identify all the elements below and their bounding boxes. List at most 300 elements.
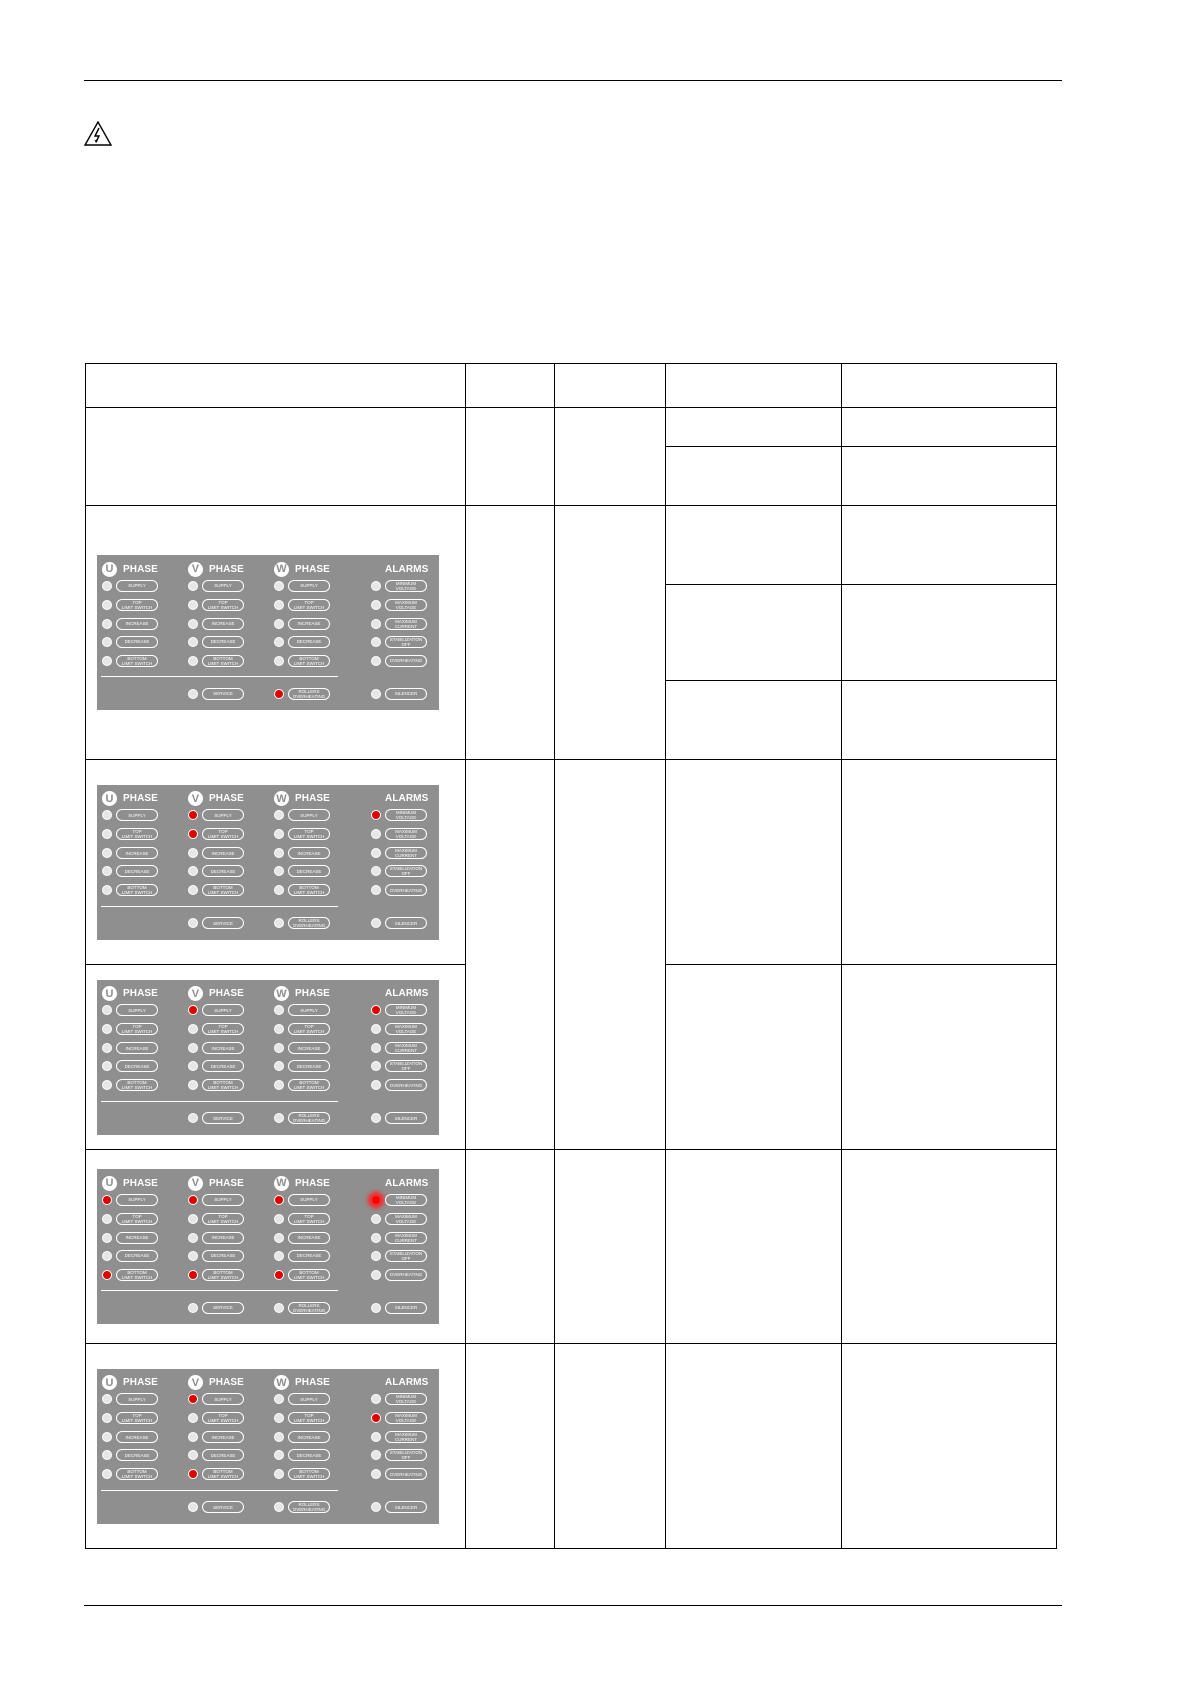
indicator-decrease: [188, 1059, 244, 1074]
indicator-led: [188, 689, 198, 699]
bottom-limit-label: BOTTOM LIMIT SWITCH: [202, 1468, 244, 1480]
alarm-max-current: [371, 1430, 427, 1445]
indicator-led: [274, 1005, 284, 1015]
indicator-led: [102, 581, 112, 591]
indicator-service: [188, 1500, 244, 1515]
header-cell: [842, 364, 1057, 408]
phase-header: [274, 1175, 330, 1191]
indicator-led: [188, 918, 198, 928]
bottom-limit-label: BOTTOM LIMIT SWITCH: [202, 1269, 244, 1281]
phase-letter-v: V: [188, 562, 203, 577]
bottom-limit-label: BOTTOM LIMIT SWITCH: [116, 1468, 158, 1480]
indicator-decrease: [102, 864, 158, 879]
increase-label: INCREASE: [202, 847, 244, 859]
bottom-limit-label: BOTTOM LIMIT SWITCH: [116, 1079, 158, 1091]
supply-label: SUPPLY: [202, 809, 244, 821]
indicator-led: [102, 656, 112, 666]
silencer-label: SILENCER: [385, 917, 427, 929]
indicator-increase: [274, 1041, 330, 1056]
alarm-max-voltage: [371, 1211, 427, 1226]
indicator-led: [371, 1005, 381, 1015]
overheating-label: OVERHEATING: [385, 655, 427, 667]
alarm-max-voltage: [371, 1411, 427, 1426]
indicator-led: [188, 1005, 198, 1015]
indicator-led: [274, 619, 284, 629]
table-cell: [555, 408, 666, 506]
indicator-decrease: [188, 1448, 244, 1463]
alarm-max-voltage: [371, 827, 427, 842]
decrease-label: DECREASE: [116, 1250, 158, 1262]
phase-letter-w: W: [274, 1375, 289, 1390]
indicator-led: [371, 848, 381, 858]
indicator-bottom-limit: [188, 1267, 244, 1282]
indicator-led: [274, 1432, 284, 1442]
phase-letter-u: U: [102, 1375, 117, 1390]
indicator-led: [102, 810, 112, 820]
supply-label: SUPPLY: [116, 1194, 158, 1206]
header-rule: [84, 80, 1062, 81]
alarm-stabilization: [371, 864, 427, 879]
indicator-decrease: [274, 634, 330, 649]
indicator-led: [274, 581, 284, 591]
indicator-led: [102, 637, 112, 647]
indicator-supply: [188, 1392, 244, 1407]
indicator-led: [102, 1214, 112, 1224]
indicator-led: [274, 1061, 284, 1071]
indicator-led: [274, 1394, 284, 1404]
indicator-led: [102, 1450, 112, 1460]
max-current-label: MAXIMUM CURRENT: [385, 1042, 427, 1054]
top-limit-label: TOP LIMIT SWITCH: [202, 1023, 244, 1035]
indicator-led: [274, 1024, 284, 1034]
panel-3: [97, 980, 439, 1135]
phase-header: [188, 1175, 244, 1191]
table-cell: [555, 506, 666, 760]
indicator-led: [371, 1043, 381, 1053]
indicator-increase: [188, 1041, 244, 1056]
indicator-led: [371, 1432, 381, 1442]
max-current-label: MAXIMUM CURRENT: [385, 847, 427, 859]
indicator-led: [102, 1251, 112, 1261]
increase-label: INCREASE: [116, 1042, 158, 1054]
indicator-led: [274, 918, 284, 928]
panel-1: [97, 555, 439, 710]
increase-label: INCREASE: [202, 1232, 244, 1244]
troubleshooting-table: [85, 363, 1057, 1549]
indicator-increase: [274, 616, 330, 631]
indicator-increase: [188, 1230, 244, 1245]
indicator-led: [274, 1195, 284, 1205]
phase-letter-v: V: [188, 791, 203, 806]
table-header-row: [86, 364, 1057, 408]
table-cell: [842, 1150, 1057, 1344]
indicator-supply: [188, 578, 244, 593]
indicator-supply: [102, 1003, 158, 1018]
indicator-led: [371, 885, 381, 895]
supply-label: SUPPLY: [202, 1393, 244, 1405]
footer-rule: [84, 1605, 1062, 1606]
rollers-label: ROLLERS OVERHEATING: [288, 1302, 330, 1314]
alarm-overheating: [371, 1078, 427, 1093]
indicator-top-limit: [188, 1211, 244, 1226]
indicator-led: [371, 829, 381, 839]
supply-label: SUPPLY: [288, 809, 330, 821]
indicator-led: [274, 637, 284, 647]
high-voltage-warning-icon: [84, 121, 112, 146]
rollers-label: ROLLERS OVERHEATING: [288, 1112, 330, 1124]
alarm-overheating: [371, 883, 427, 898]
phase-title: PHASE: [295, 563, 330, 575]
indicator-supply: [102, 1392, 158, 1407]
table-row: [86, 408, 1057, 447]
service-label: SERVICE: [202, 688, 244, 700]
alarm-min-voltage: [371, 1192, 427, 1207]
indicator-supply: [102, 578, 158, 593]
indicator-bottom-limit: [188, 653, 244, 668]
alarm-max-current: [371, 1230, 427, 1245]
table-row: [86, 506, 1057, 585]
indicator-led: [102, 1233, 112, 1243]
indicator-led: [274, 1113, 284, 1123]
decrease-label: DECREASE: [288, 1449, 330, 1461]
indicator-bottom-limit: [274, 1267, 330, 1282]
indicator-decrease: [274, 1448, 330, 1463]
indicator-led: [102, 1024, 112, 1034]
indicator-led: [188, 1450, 198, 1460]
overheating-label: OVERHEATING: [385, 1079, 427, 1091]
indicator-led: [274, 1502, 284, 1512]
indicator-top-limit: [188, 1411, 244, 1426]
top-limit-label: TOP LIMIT SWITCH: [116, 599, 158, 611]
indicator-supply: [274, 808, 330, 823]
header-cell: [86, 364, 466, 408]
indicator-bottom-limit: [274, 883, 330, 898]
phase-letter-v: V: [188, 1375, 203, 1390]
indicator-top-limit: [274, 597, 330, 612]
bottom-limit-label: BOTTOM LIMIT SWITCH: [288, 884, 330, 896]
decrease-label: DECREASE: [202, 1449, 244, 1461]
indicator-bottom-limit: [188, 1467, 244, 1482]
indicator-led: [371, 689, 381, 699]
indicator-increase: [274, 1230, 330, 1245]
service-label: SERVICE: [202, 917, 244, 929]
alarm-max-voltage: [371, 597, 427, 612]
header-cell: [666, 364, 842, 408]
indicator-bottom-limit: [102, 653, 158, 668]
indicator-led: [188, 885, 198, 895]
panel-cell: [86, 965, 466, 1150]
table-cell: [666, 760, 842, 965]
indicator-top-limit: [188, 597, 244, 612]
indicator-led: [371, 1080, 381, 1090]
phase-header: [188, 791, 244, 807]
bottom-limit-label: BOTTOM LIMIT SWITCH: [288, 655, 330, 667]
max-voltage-label: MAXIMUM VOLTAGE: [385, 599, 427, 611]
table-cell: [666, 1150, 842, 1344]
indicator-bottom-limit: [102, 1267, 158, 1282]
top-limit-label: TOP LIMIT SWITCH: [202, 599, 244, 611]
phase-header: [102, 561, 158, 577]
indicator-led: [371, 1024, 381, 1034]
indicator-led: [371, 1061, 381, 1071]
supply-label: SUPPLY: [288, 1393, 330, 1405]
phase-letter-v: V: [188, 1176, 203, 1191]
decrease-label: DECREASE: [202, 636, 244, 648]
indicator-top-limit: [102, 1411, 158, 1426]
indicator-top-limit: [102, 827, 158, 842]
indicator-decrease: [188, 864, 244, 879]
header-cell: [466, 364, 555, 408]
increase-label: INCREASE: [202, 618, 244, 630]
indicator-led: [274, 1233, 284, 1243]
indicator-top-limit: [188, 1022, 244, 1037]
panel-separator: [101, 1101, 338, 1102]
table-cell: [666, 585, 842, 681]
indicator-top-limit: [274, 827, 330, 842]
indicator-led: [274, 829, 284, 839]
indicator-led: [371, 866, 381, 876]
table-cell: [86, 408, 466, 506]
table-cell: [666, 1344, 842, 1549]
top-limit-label: TOP LIMIT SWITCH: [202, 1213, 244, 1225]
phase-header: [274, 986, 330, 1002]
alarm-stabilization: [371, 1059, 427, 1074]
alarm-min-voltage: [371, 1392, 427, 1407]
supply-label: SUPPLY: [288, 1194, 330, 1206]
bottom-limit-label: BOTTOM LIMIT SWITCH: [116, 884, 158, 896]
table-cell: [842, 585, 1057, 681]
indicator-supply: [274, 1192, 330, 1207]
indicator-led: [274, 1450, 284, 1460]
indicator-led: [371, 1413, 381, 1423]
table-row: [86, 1344, 1057, 1549]
indicator-bottom-limit: [102, 883, 158, 898]
indicator-decrease: [102, 1248, 158, 1263]
table-cell: [666, 681, 842, 760]
indicator-led: [188, 1502, 198, 1512]
panel-5: [97, 1369, 439, 1524]
table-cell: [842, 506, 1057, 585]
phase-title: PHASE: [209, 563, 244, 575]
panel-cell: [86, 506, 466, 760]
indicator-rollers: [274, 1111, 330, 1126]
min-voltage-label: MINIMUM VOLTAGE: [385, 580, 427, 592]
max-current-label: MAXIMUM CURRENT: [385, 1232, 427, 1244]
indicator-led: [274, 1251, 284, 1261]
alarm-overheating: [371, 1267, 427, 1282]
supply-label: SUPPLY: [116, 809, 158, 821]
table-cell: [842, 681, 1057, 760]
supply-label: SUPPLY: [116, 580, 158, 592]
rollers-label: ROLLERS OVERHEATING: [288, 1501, 330, 1513]
indicator-bottom-limit: [102, 1078, 158, 1093]
indicator-service: [188, 916, 244, 931]
bottom-limit-label: BOTTOM LIMIT SWITCH: [288, 1468, 330, 1480]
indicator-led: [102, 1195, 112, 1205]
indicator-top-limit: [102, 1022, 158, 1037]
alarm-stabilization: [371, 634, 427, 649]
bottom-limit-label: BOTTOM LIMIT SWITCH: [288, 1079, 330, 1091]
supply-label: SUPPLY: [202, 1194, 244, 1206]
panel-separator: [101, 1490, 338, 1491]
indicator-led: [188, 1214, 198, 1224]
bottom-limit-label: BOTTOM LIMIT SWITCH: [202, 1079, 244, 1091]
indicator-led: [188, 810, 198, 820]
indicator-supply: [102, 808, 158, 823]
table-cell: [466, 408, 555, 506]
table-row: [86, 1150, 1057, 1344]
indicator-increase: [188, 846, 244, 861]
panel-cell: [86, 1344, 466, 1549]
min-voltage-label: MINIMUM VOLTAGE: [385, 809, 427, 821]
table-cell: [842, 1344, 1057, 1549]
header-cell: [555, 364, 666, 408]
indicator-led: [274, 1080, 284, 1090]
decrease-label: DECREASE: [202, 865, 244, 877]
indicator-service: [188, 1300, 244, 1315]
phase-header: [188, 561, 244, 577]
increase-label: INCREASE: [116, 847, 158, 859]
alarm-overheating: [371, 1467, 427, 1482]
indicator-led: [274, 1270, 284, 1280]
indicator-led: [102, 1432, 112, 1442]
top-limit-label: TOP LIMIT SWITCH: [116, 828, 158, 840]
indicator-increase: [102, 1230, 158, 1245]
indicator-led: [102, 1005, 112, 1015]
decrease-label: DECREASE: [116, 636, 158, 648]
table-cell: [466, 506, 555, 760]
table-cell: [666, 965, 842, 1150]
indicator-led: [371, 918, 381, 928]
min-voltage-label: MINIMUM VOLTAGE: [385, 1393, 427, 1405]
panel-separator: [101, 676, 338, 677]
phase-letter-v: V: [188, 986, 203, 1001]
phase-title: PHASE: [123, 1377, 158, 1388]
indicator-led: [188, 581, 198, 591]
indicator-decrease: [274, 1248, 330, 1263]
supply-label: SUPPLY: [116, 1004, 158, 1016]
indicator-led: [102, 866, 112, 876]
indicator-rollers: [274, 686, 330, 701]
phase-title: PHASE: [123, 793, 158, 804]
indicator-led: [371, 1270, 381, 1280]
phase-title: PHASE: [209, 988, 244, 999]
indicator-increase: [102, 1430, 158, 1445]
decrease-label: DECREASE: [116, 1449, 158, 1461]
stabilization-label: STABILIZATION OFF: [385, 1449, 427, 1461]
phase-title: PHASE: [295, 1377, 330, 1388]
indicator-led: [188, 848, 198, 858]
indicator-silencer: [371, 916, 427, 931]
indicator-led: [274, 885, 284, 895]
decrease-label: DECREASE: [116, 865, 158, 877]
indicator-increase: [102, 846, 158, 861]
indicator-silencer: [371, 1111, 427, 1126]
increase-label: INCREASE: [202, 1042, 244, 1054]
indicator-led: [188, 1113, 198, 1123]
indicator-led: [274, 689, 284, 699]
bottom-limit-label: BOTTOM LIMIT SWITCH: [116, 655, 158, 667]
alarm-min-voltage: [371, 1003, 427, 1018]
indicator-silencer: [371, 1500, 427, 1515]
table-row: [86, 760, 1057, 965]
indicator-led: [371, 656, 381, 666]
decrease-label: DECREASE: [288, 865, 330, 877]
indicator-led: [274, 1043, 284, 1053]
table-cell: [466, 1344, 555, 1549]
silencer-label: SILENCER: [385, 1112, 427, 1124]
table-cell: [666, 506, 842, 585]
phase-letter-u: U: [102, 562, 117, 577]
phase-header: [274, 791, 330, 807]
silencer-label: SILENCER: [385, 1302, 427, 1314]
indicator-led: [102, 885, 112, 895]
phase-title: PHASE: [295, 1177, 330, 1189]
phase-header: [274, 561, 330, 577]
indicator-decrease: [102, 1448, 158, 1463]
overheating-label: OVERHEATING: [385, 1468, 427, 1480]
table-cell: [666, 447, 842, 506]
phase-title: PHASE: [123, 1177, 158, 1189]
increase-label: INCREASE: [116, 1232, 158, 1244]
increase-label: INCREASE: [116, 1431, 158, 1443]
phase-letter-u: U: [102, 1176, 117, 1191]
indicator-led: [102, 619, 112, 629]
bottom-limit-label: BOTTOM LIMIT SWITCH: [288, 1269, 330, 1281]
increase-label: INCREASE: [288, 618, 330, 630]
alarm-stabilization: [371, 1448, 427, 1463]
indicator-led: [371, 619, 381, 629]
indicator-top-limit: [188, 827, 244, 842]
indicator-led: [371, 1502, 381, 1512]
supply-label: SUPPLY: [202, 580, 244, 592]
increase-label: INCREASE: [288, 1042, 330, 1054]
phase-title: PHASE: [295, 988, 330, 999]
phase-header: [102, 1375, 158, 1391]
alarm-max-current: [371, 1041, 427, 1056]
top-limit-label: TOP LIMIT SWITCH: [288, 828, 330, 840]
phase-header: [188, 986, 244, 1002]
phase-title: PHASE: [209, 793, 244, 804]
panel-4: [97, 1169, 439, 1324]
indicator-decrease: [102, 634, 158, 649]
indicator-led: [371, 1195, 381, 1205]
max-voltage-label: MAXIMUM VOLTAGE: [385, 1023, 427, 1035]
increase-label: INCREASE: [202, 1431, 244, 1443]
indicator-led: [188, 1024, 198, 1034]
silencer-label: SILENCER: [385, 688, 427, 700]
indicator-led: [102, 1061, 112, 1071]
alarm-min-voltage: [371, 578, 427, 593]
increase-label: INCREASE: [288, 1232, 330, 1244]
indicator-silencer: [371, 686, 427, 701]
indicator-supply: [188, 1192, 244, 1207]
indicator-led: [371, 1394, 381, 1404]
alarms-header: ALARMS: [385, 793, 429, 804]
indicator-silencer: [371, 1300, 427, 1315]
max-voltage-label: MAXIMUM VOLTAGE: [385, 828, 427, 840]
indicator-led: [188, 1413, 198, 1423]
indicator-led: [274, 1469, 284, 1479]
indicator-led: [188, 1043, 198, 1053]
supply-label: SUPPLY: [288, 1004, 330, 1016]
indicator-supply: [188, 808, 244, 823]
panel-separator: [101, 906, 338, 907]
max-current-label: MAXIMUM CURRENT: [385, 1431, 427, 1443]
indicator-rollers: [274, 916, 330, 931]
top-limit-label: TOP LIMIT SWITCH: [116, 1412, 158, 1424]
indicator-led: [102, 1413, 112, 1423]
